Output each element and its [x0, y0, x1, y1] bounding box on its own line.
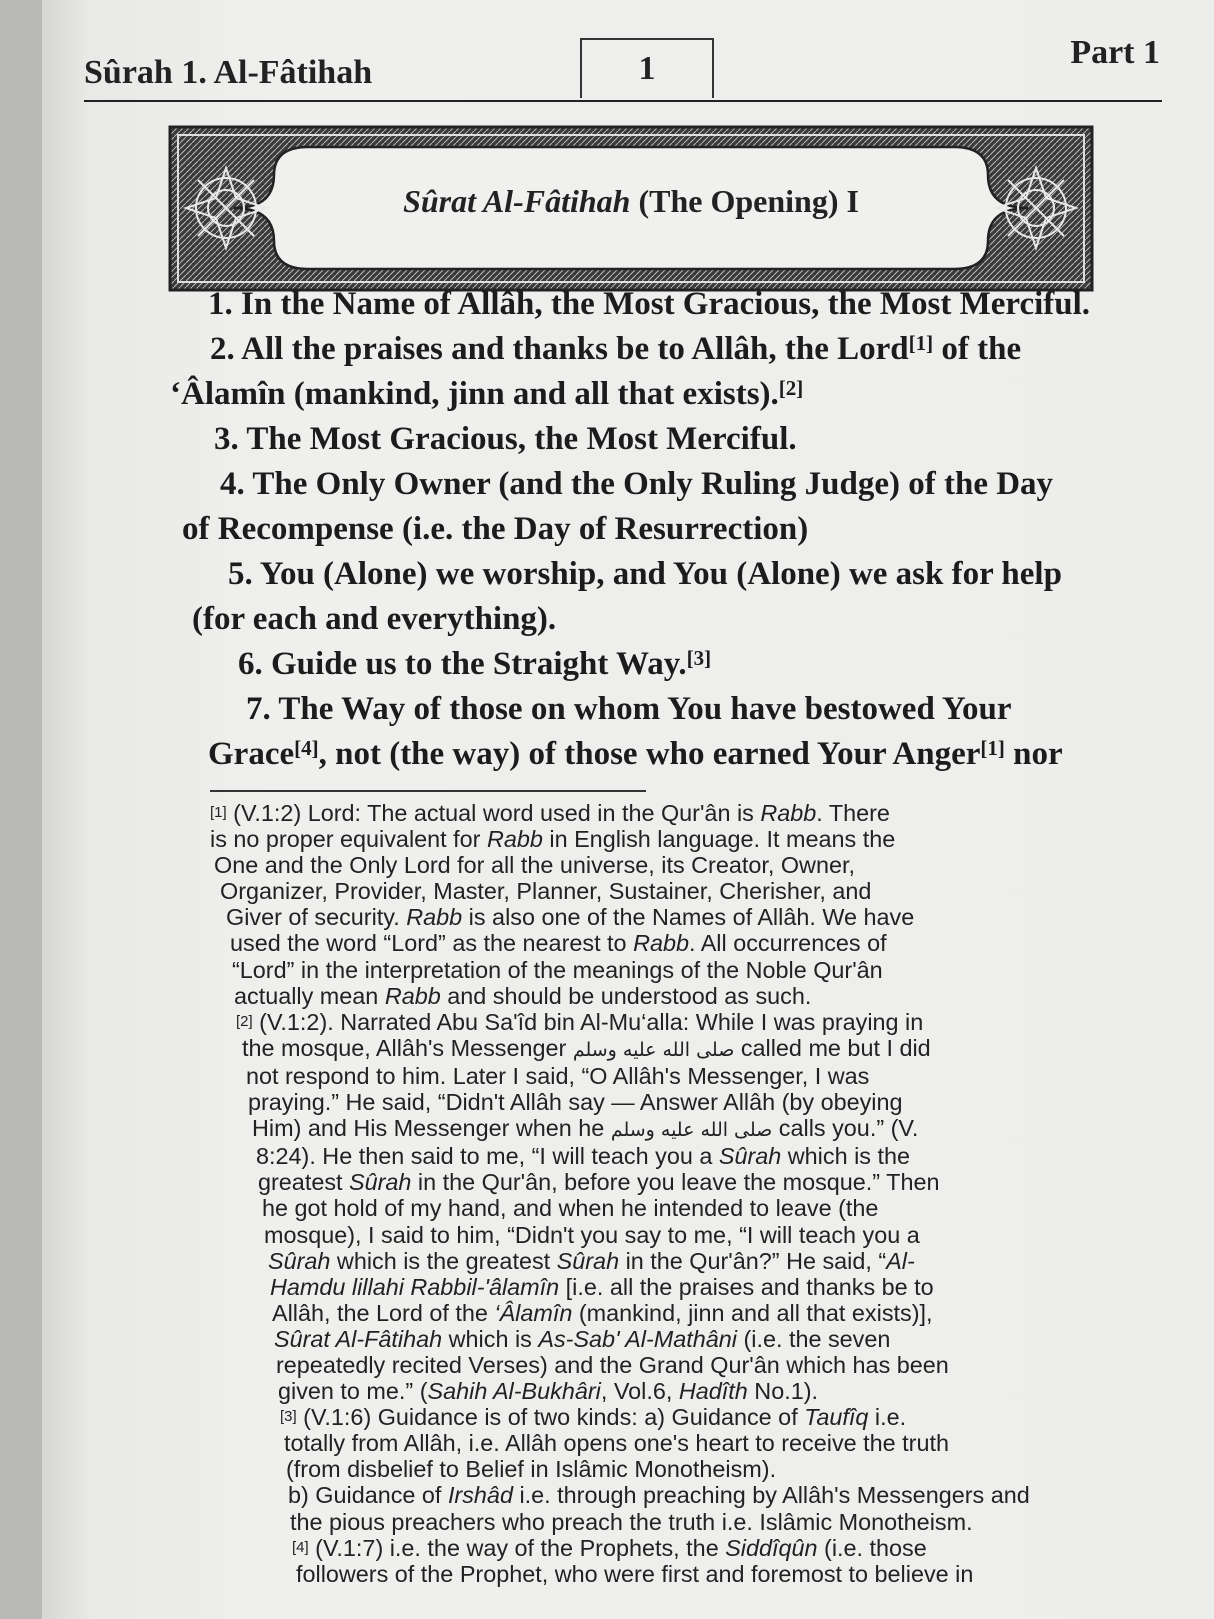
- footnote-italic: Hamdu lillahi Rabbil-'âlamîn: [270, 1273, 560, 1300]
- footnote-text: (V.1:6) Guidance is of two kinds: a) Guidance of: [296, 1404, 805, 1431]
- footnote-italic: Sûrah: [268, 1247, 331, 1274]
- footnote-line: the pious preachers who preach the truth i.e. Islâmic Monotheism.: [290, 1508, 973, 1535]
- footnote-italic: Rabb: [486, 826, 543, 853]
- verse-7-line-1: 7. The Way of those on whom You have bestowed Your: [246, 691, 1012, 727]
- footnote-text: (i.e. the seven: [736, 1325, 891, 1352]
- footnote-line: [192, 1404, 1172, 1430]
- footnote-text: used the word “Lord” as the nearest to: [230, 930, 634, 957]
- footnote-italic: Taufîq: [804, 1404, 869, 1431]
- footnote-text: [i.e. all the praises and thanks be to: [559, 1273, 934, 1300]
- verse-3: 3. The Most Gracious, the Most Merciful.: [214, 421, 797, 457]
- page-header: [84, 30, 1162, 102]
- footnote-mark: [2]: [236, 1012, 253, 1030]
- footnote-text: is no proper equivalent for: [210, 826, 487, 853]
- footnote-italic: Rabb: [406, 904, 463, 931]
- footnote-line: [192, 1169, 1172, 1195]
- footnote-text: b) Guidance of: [288, 1482, 448, 1509]
- footnote-text: called me but I did: [734, 1034, 931, 1061]
- footnote-line: [192, 1035, 1172, 1063]
- footnote-line: [192, 826, 1172, 852]
- verse-text: 6. Guide us to the Straight Way.: [238, 646, 687, 682]
- footnote-line: [192, 1143, 1172, 1169]
- footnote-ref: [1]: [980, 736, 1005, 760]
- footnote-mark: [3]: [280, 1408, 297, 1426]
- footnote-text: Giver of security.: [226, 904, 407, 931]
- verse-text: nor: [1004, 736, 1063, 772]
- footnote-text: (V.1:2). Narrated Abu Sa'îd bin Al-Mu‘alla: While I was praying in: [252, 1008, 924, 1035]
- footnote-line: [192, 1009, 1172, 1035]
- footnote-italic: Sûrah: [349, 1169, 412, 1196]
- footnote-line: [192, 1378, 1172, 1404]
- footnote-text: No.1).: [747, 1378, 819, 1405]
- footnote-line: totally from Allâh, i.e. Allâh opens one's heart to receive the truth: [284, 1430, 949, 1457]
- footnotes-block: [192, 800, 1172, 1587]
- verse-4-line-1: 4. The Only Owner (and the Only Ruling Judge) of the Day: [220, 466, 1054, 502]
- verse-text: ‘Âlamîn (mankind, jinn and all that exists).: [170, 376, 779, 412]
- footnote-line: [192, 1115, 1172, 1143]
- footnote-italic: Rabb: [384, 982, 441, 1009]
- footnote-text: Allâh, the Lord of the: [272, 1299, 495, 1326]
- footnote-line: praying.” He said, “Didn't Allâh say — Answer Allâh (by obeying: [248, 1089, 903, 1116]
- verse-4-line-2: of Recompense (i.e. the Day of Resurrection): [182, 511, 809, 547]
- surah-title-rest: (The Opening) I: [630, 183, 859, 219]
- verses-block: [138, 282, 1168, 777]
- page-number: 1: [580, 38, 714, 98]
- footnote-italic: ‘Âlamîn: [494, 1299, 573, 1326]
- footnote-italic: Hadîth: [678, 1378, 748, 1405]
- footnote-line: [192, 1300, 1172, 1326]
- footnote-line: [192, 1482, 1172, 1508]
- footnote-mark: [1]: [210, 804, 227, 821]
- footnote-text: given to me.” (: [278, 1378, 428, 1405]
- verse-1: 1. In the Name of Allâh, the Most Gracious, the Most Merciful.: [208, 286, 1091, 322]
- footnote-line: not respond to him. Later I said, “O Allâh's Messenger, I was: [246, 1062, 870, 1089]
- verse-6: [138, 642, 1168, 687]
- surah-title-italic: Sûrat Al-Fâtihah: [403, 183, 631, 219]
- footnote-italic: Irshâd: [447, 1482, 513, 1509]
- verse-7-line-2: [138, 732, 1168, 777]
- footnote-text: greatest: [258, 1169, 350, 1196]
- arabic-honorific: صلى الله عليه وسلم: [610, 1119, 773, 1142]
- footnote-italic: Sûrah: [718, 1143, 782, 1170]
- footnote-line: “Lord” in the interpretation of the meanings of the Noble Qur'ân: [232, 956, 883, 983]
- footnote-italic: Rabb: [633, 930, 689, 957]
- verse-text: Grace: [208, 736, 295, 772]
- footnote-line: [192, 1248, 1172, 1274]
- surah-title: [168, 183, 1094, 220]
- footnote-mark: [4]: [292, 1538, 309, 1556]
- footnote-divider: [210, 790, 646, 792]
- footnote-line: [192, 904, 1172, 930]
- footnote-ref: [1]: [908, 331, 934, 355]
- footnote-text: (i.e. those: [817, 1534, 927, 1561]
- footnote-italic: As-Sab' Al-Mathâni: [538, 1325, 737, 1352]
- arabic-honorific: صلى الله عليه وسلم: [572, 1038, 735, 1061]
- footnote-text: is also one of the Names of Allâh. We have: [462, 904, 915, 931]
- verse-text: 2. All the praises and thanks be to Allâh, the Lord: [210, 331, 909, 367]
- footnote-text: in English language. It means the: [542, 826, 896, 853]
- footnote-line: Organizer, Provider, Master, Planner, Sustainer, Cherisher, and: [220, 878, 872, 905]
- footnote-line: mosque), I said to him, “Didn't you say to me, “I will teach you a: [264, 1221, 920, 1248]
- footnote-line: [192, 930, 1172, 956]
- footnote-line: [192, 1535, 1172, 1561]
- footnote-text: (V.1:2) Lord: The actual word used in the Qur'ân is: [226, 800, 761, 826]
- footnote-italic: Rabb: [760, 800, 817, 826]
- footnote-text: which is the greatest: [330, 1247, 557, 1274]
- verse-2-line-1: [138, 327, 1168, 372]
- footnote-line: [192, 1326, 1172, 1352]
- footnote-italic: Siddîqûn: [725, 1534, 818, 1561]
- footnote-text: (V.1:7) i.e. the way of the Prophets, the: [308, 1534, 726, 1561]
- footnote-italic: Sûrah: [556, 1247, 620, 1274]
- footnote-italic: Sûrat Al-Fâtihah: [274, 1325, 443, 1352]
- footnote-text: in the Qur'ân, before you leave the mosque.” Then: [411, 1169, 940, 1196]
- verse-text: , not (the way) of those who earned Your Anger: [318, 736, 981, 772]
- footnote-text: calls you.” (V.: [772, 1115, 919, 1142]
- footnote-line: [192, 983, 1172, 1009]
- footnote-text: . There: [816, 800, 890, 826]
- footnote-text: the mosque, Allâh's Messenger: [242, 1034, 573, 1061]
- surah-name: Sûrah 1. Al-Fâtihah: [84, 54, 373, 91]
- footnote-text: in the Qur'ân?” He said, “: [619, 1247, 887, 1274]
- ornamental-title-frame: [168, 125, 1094, 292]
- footnote-text: Him) and His Messenger when he: [252, 1115, 611, 1142]
- footnote-ref: [4]: [294, 736, 319, 760]
- footnote-italic: Sahih Al-Bukhâri: [427, 1378, 601, 1405]
- footnote-line: [192, 1274, 1172, 1300]
- footnote-text: which is: [442, 1325, 539, 1352]
- footnote-line: [192, 800, 1172, 826]
- footnote-text: i.e.: [868, 1404, 907, 1431]
- verse-5-line-2: (for each and everything).: [192, 601, 557, 637]
- verse-2-line-2: [138, 372, 1168, 417]
- footnote-line: repeatedly recited Verses) and the Grand Qur'ân which has been: [276, 1351, 949, 1378]
- footnote-line: One and the Only Lord for all the universe, its Creator, Owner,: [214, 852, 855, 879]
- footnote-line: (from disbelief to Belief in Islâmic Monotheism).: [286, 1456, 777, 1483]
- footnote-text: which is the: [781, 1143, 910, 1170]
- footnote-ref: [3]: [686, 646, 712, 670]
- part-label: Part 1: [1070, 34, 1160, 71]
- footnote-text: , Vol.6,: [600, 1378, 679, 1405]
- footnote-text: and should be understood as such.: [440, 982, 812, 1009]
- book-page: [42, 0, 1214, 1619]
- verse-text: of the: [933, 331, 1022, 367]
- footnote-italic: Al-: [886, 1247, 915, 1274]
- footnote-text: actually mean: [234, 982, 385, 1009]
- footnote-text: i.e. through preaching by Allâh's Messengers and: [512, 1482, 1030, 1509]
- footnote-ref: [2]: [778, 376, 804, 400]
- footnote-text: 8:24). He then said to me, “I will teach you a: [256, 1143, 719, 1170]
- footnote-line: he got hold of my hand, and when he intended to leave (the: [262, 1195, 879, 1222]
- footnote-line: followers of the Prophet, who were first and foremost to believe in: [296, 1560, 974, 1587]
- footnote-text: . All occurrences of: [689, 930, 887, 957]
- footnote-text: (mankind, jinn and all that exists)],: [572, 1299, 933, 1326]
- verse-5-line-1: 5. You (Alone) we worship, and You (Alone) we ask for help: [228, 556, 1062, 592]
